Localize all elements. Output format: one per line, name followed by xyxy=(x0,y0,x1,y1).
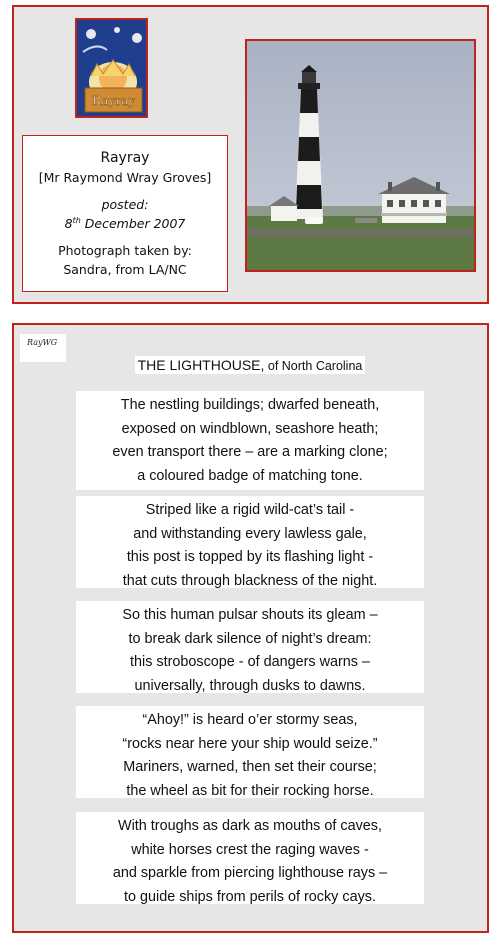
stanza-line: a coloured badge of matching tone. xyxy=(137,467,363,484)
stanza-line: to break dark silence of night’s dream: xyxy=(128,630,372,647)
author-full-name: [Mr Raymond Wray Groves] xyxy=(38,170,212,185)
stanza-line: the wheel as bit for their rocking horse. xyxy=(126,782,374,799)
poem-title xyxy=(0,356,500,374)
stanza-line: So this human pulsar shouts its gleam – xyxy=(122,607,378,623)
stanza-line: white horses crest the raging waves - xyxy=(131,841,369,858)
author-info-box xyxy=(22,135,228,292)
poem-title-main: THE LIGHTHOUSE, xyxy=(137,357,265,373)
stanza-line: Mariners, warned, then set their course; xyxy=(123,759,377,775)
posted-day: 8 xyxy=(64,216,73,231)
posted-label: posted: xyxy=(101,197,149,212)
stanza-line: and withstanding every lawless gale, xyxy=(133,525,367,542)
stanza-line: even transport there – are a marking clone; xyxy=(112,444,388,460)
stanza-line: “Ahoy!” is heard o’er stormy seas, xyxy=(142,712,358,728)
stanza-1 xyxy=(76,391,424,490)
stanza-line: to guide ships from perils of rocky cays. xyxy=(124,888,376,905)
photo-credit-label: Photograph taken by: xyxy=(58,243,192,258)
poem-title-subtitle: of North Carolina xyxy=(264,359,363,373)
stanza-line: With troughs as dark as mouths of caves, xyxy=(118,818,382,834)
stanza-line: Striped like a rigid wild-cat’s tail - xyxy=(145,502,355,518)
stanza-line: “rocks near here your ship would seize.” xyxy=(122,735,378,752)
posted-suffix: th xyxy=(72,215,81,225)
author-signature: RayWG xyxy=(20,334,66,362)
stanza-3 xyxy=(76,601,424,693)
stanza-line: and sparkle from piercing lighthouse rays – xyxy=(112,865,388,881)
stanza-4 xyxy=(76,706,424,798)
stanza-line: this post is topped by its flashing light - xyxy=(126,549,374,565)
lighthouse-photo xyxy=(245,39,476,272)
logo-text: Rayray xyxy=(92,94,135,108)
stanza-5 xyxy=(76,812,424,904)
stanza-line: universally, through dusks to dawns. xyxy=(134,677,366,694)
stanza-line: The nestling buildings; dwarfed beneath, xyxy=(120,397,380,413)
posted-date xyxy=(23,214,227,233)
photo-credit-name: Sandra, from LA/NC xyxy=(63,262,187,277)
rayray-logo xyxy=(75,18,148,118)
stanza-line: exposed on windblown, seashore heath; xyxy=(121,420,379,437)
posted-month-year: December 2007 xyxy=(80,216,186,231)
stanza-2 xyxy=(76,496,424,588)
stanza-line: that cuts through blackness of the night. xyxy=(122,572,378,589)
stanza-line: this stroboscope - of dangers warns – xyxy=(130,654,370,670)
author-name: Rayray xyxy=(100,150,150,166)
